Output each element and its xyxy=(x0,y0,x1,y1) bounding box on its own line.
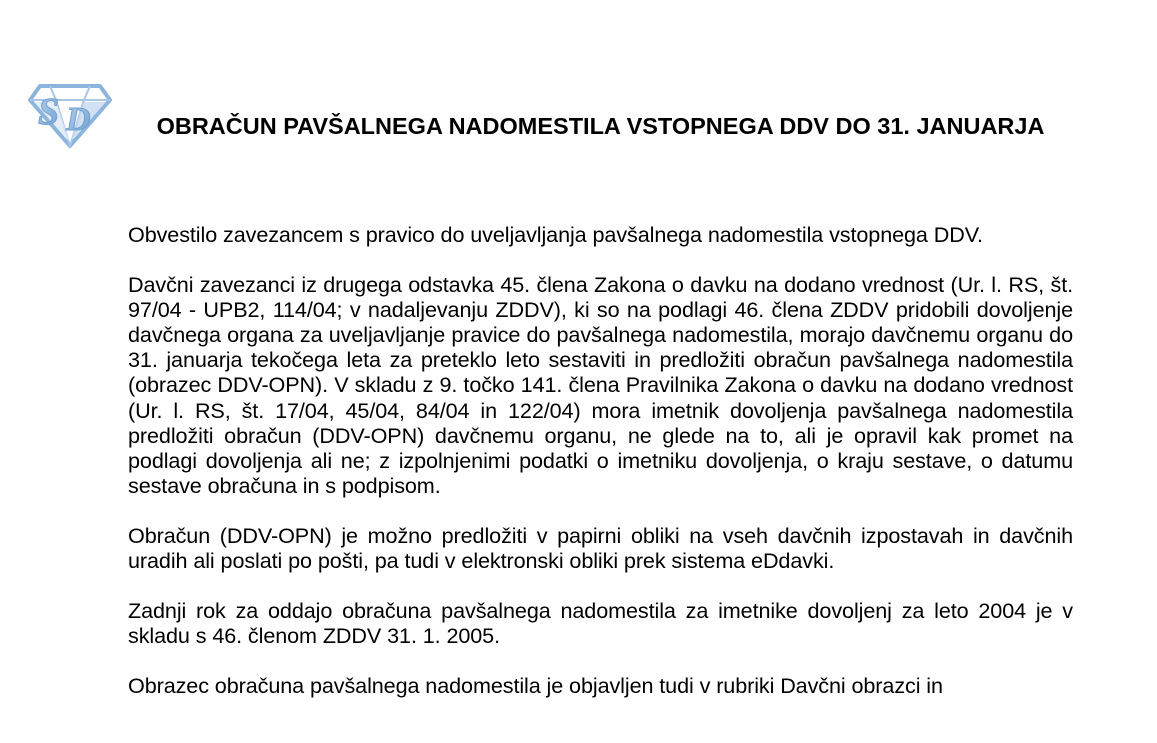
paragraph-taxpayers: Davčni zavezanci iz drugega odstavka 45. člena Zakona o davku na dodano vrednost (Ur. l. RS, št. 97/04 - UPB2, 114/04; v nadaljevanju ZDDV), ki so na podlagi 46. člena ZDDV pridobili dovoljenje davčnega organa za uveljavljanje pravice do pavšalnega nadomestila, morajo davčnemu organu do 31. januarja tekočega leta za preteklo leto sestaviti in predložiti obračun pavšalnega nadomestila (obrazec DDV-OPN). V skladu z 9. točko 141. člena Pravilnika Zakona o davku na dodano vrednost (Ur. l. RS, št. 17/04, 45/04, 84/04 in 122/04) mora imetnik dovoljenja pavšalnega nadomestila predložiti obračun (DDV-OPN) davčnemu organu, ne glede na to, ali je opravil kak promet na podlagi dovoljenja ali ne; z izpolnjenimi podatki o imetniku dovoljenja, o kraju sestave, o datumu sestave obračuna in s podpisom. xyxy=(128,272,1073,498)
paragraph-submission: Obračun (DDV-OPN) je možno predložiti v papirni obliki na vseh davčnih izpostavah in davčnih uradih ali poslati po pošti, pa tudi v elektronski obliki prek sistema eDdavki. xyxy=(128,522,1073,574)
svg-text:D: D xyxy=(66,101,91,138)
document-body xyxy=(128,222,1073,723)
sd-diamond-logo-icon xyxy=(26,76,112,150)
paragraph-form: Obrazec obračuna pavšalnega nadomestila je objavljen tudi v rubriki Davčni obrazci in xyxy=(128,673,943,699)
svg-text:S: S xyxy=(38,91,60,133)
document-title: OBRAČUN PAVŠALNEGA NADOMESTILA VSTOPNEGA DDV DO 31. JANUARJA xyxy=(156,113,1045,139)
paragraph-intro: Obvestilo zavezancem s pravico do uveljavljanja pavšalnega nadomestila vstopnega DDV. xyxy=(128,222,983,247)
paragraph-deadline: Zadnji rok za oddajo obračuna pavšalnega nadomestila za imetnike dovoljenj za leto 2004 je v skladu s 46. členom ZDDV 31. 1. 2005. xyxy=(128,598,1073,649)
sd-logo xyxy=(26,76,112,150)
